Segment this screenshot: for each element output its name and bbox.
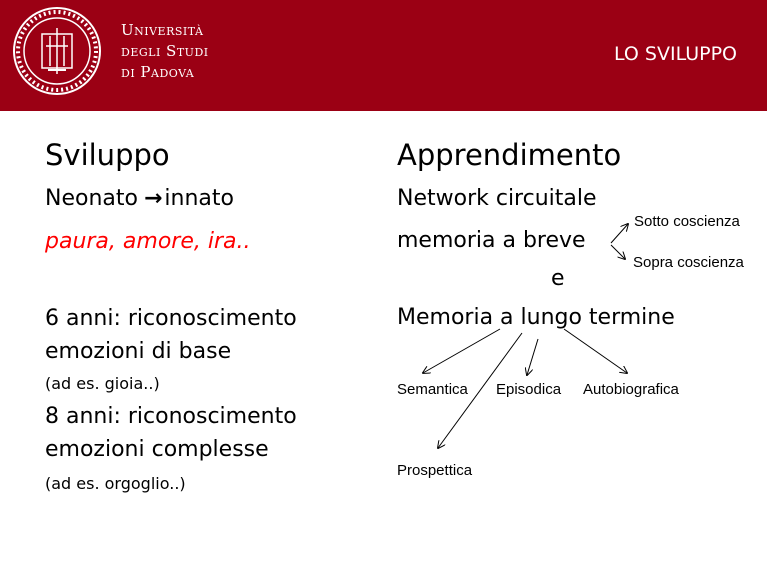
university-seal-icon	[12, 6, 102, 96]
arrow-to-sopra	[611, 245, 625, 259]
sopra-coscienza-label: Sopra coscienza	[633, 254, 744, 271]
eight-years-line1: 8 anni: riconoscimento	[45, 404, 297, 429]
network-line: Network circuitale	[397, 186, 597, 211]
emotions-list: paura, amore, ira..	[45, 229, 251, 254]
eight-years-line2: emozioni complesse	[45, 437, 269, 462]
arrow-to-episodica	[527, 339, 538, 375]
arrow-to-sotto	[611, 224, 628, 243]
six-years-line1: 6 anni: riconoscimento	[45, 306, 297, 331]
eight-years-example: (ad es. orgoglio..)	[45, 474, 186, 493]
six-years-example: (ad es. gioia..)	[45, 374, 160, 393]
long-memory-line: Memoria a lungo termine	[397, 305, 675, 330]
six-years-line2: emozioni di base	[45, 339, 232, 364]
header-bar	[0, 0, 767, 111]
arrow-to-semantica	[423, 329, 500, 373]
e-connector: e	[551, 266, 565, 291]
slide-title: LO SVILUPPO	[614, 43, 737, 65]
prospettica-label: Prospettica	[397, 462, 473, 479]
autobiografica-label: Autobiografica	[583, 381, 679, 398]
semantica-label: Semantica	[397, 381, 468, 398]
sotto-coscienza-label: Sotto coscienza	[634, 213, 740, 230]
sviluppo-heading: Sviluppo	[45, 138, 170, 172]
episodica-label: Episodica	[496, 381, 562, 398]
university-name: Università degli Studi di Padova	[121, 21, 209, 81]
arrow-to-autobiografica	[564, 329, 627, 373]
short-memory-line: memoria a breve	[397, 228, 586, 253]
neonato-line: Neonato →innato	[45, 186, 234, 211]
right-arrow-icon: →	[143, 186, 163, 211]
apprendimento-heading: Apprendimento	[397, 138, 622, 172]
